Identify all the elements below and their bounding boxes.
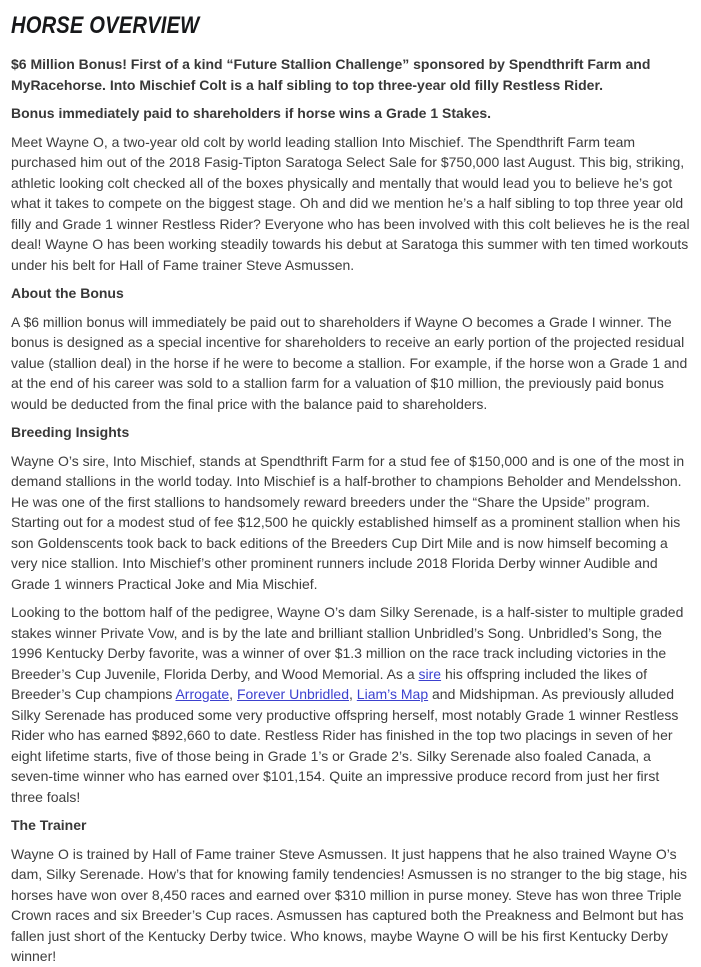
text-run: Meet Wayne O, a two-year old colt by world leading stallion Into Mischief. The Spendthrift Farm team purchased him out of the 2018 Fasig-Tipton Saratoga Select Sale for $750,000 last August. This big, striking, athletic looking colt checked all of the boxes physically and mentally that would lead you to believe he’s got what it takes to compete on the biggest stage. Oh and did we mention he’s a half sibling to top three year old filly and Grade 1 winner Restless Rider? Everyone who has been involved with this colt believes he is the real deal! Wayne O has been working steadily towards his debut at Saratoga this summer with ten timed workouts under his belt for Hall of Fame trainer Steve Asmussen. [11,133,690,273]
page-title: HORSE OVERVIEW [11,12,200,39]
section-heading: About the Bonus [11,285,124,301]
text-run: Wayne O is trained by Hall of Fame trainer Steve Asmussen. It just happens that he also trained Wayne O’s dam, Silky Serenade. How’s that for knowing family tendencies! Asmussen is no stranger to the big stage, his horses have won over 8,450 races and earned over $310 million in purse money. Steve has won three Triple Crown races and six Breeder’s Cup races. Asmussen has captured both the Preakness and Belmont but has fallen just short of the Kentucky Derby twice. Who knows, maybe Wayne O will be his first Kentucky Derby winner! [11,845,687,964]
sire-link[interactable]: sire [418,665,442,682]
section-heading: The Trainer [11,817,87,833]
paragraph [11,844,690,967]
liams-map-link[interactable]: Liam’s Map [356,686,429,702]
paragraph [11,451,690,595]
article-body [11,54,690,967]
text-run: and Midshipman. As previously alluded Silky Serenade has produced some very productive offspring herself, most notably Grade 1 winner Restless Rider who has earned $892,660 to date. Restless Rider has finished in the top two placings in seven of her eight lifetime starts, five of those being in Grade 1’s or Grade 2’s. Silky Serenade also foaled Canada, a seven-time winner who has earned over $101,154. Quite an impressive produce record from just her first three foals! [11,686,679,805]
arrogate-link[interactable]: Arrogate [175,686,230,702]
text-run: Bonus immediately paid to shareholders if horse wins a Grade 1 Stakes. [11,105,492,121]
text-run: Looking to the bottom half of the pedigree, Wayne O’s dam Silky Serenade, is a half-sister to multiple graded stakes winner Private Vow, and is by the late and brilliant stallion Unbridled’s Song. Unbridled’s Song, the 1996 Kentucky Derby favorite, was a winner of over $1.3 million on the race track including victories in the Breeder’s Cup Juvenile, Florida Derby, and Wood Memorial. As a [11,604,684,682]
forever-unbridled-link[interactable]: Forever Unbridled [236,686,350,702]
text-run: A $6 million bonus will immediately be paid out to shareholders if Wayne O becomes a Grade I winner. The bonus is designed as a special incentive for shareholders to receive an early portion of the projected residual value (stallion deal) in the horse if he were to become a stallion. For example, if the horse won a Grade 1 and at the end of his career was sold to a stallion farm for a valuation of $10 million, the previously paid bonus would be deducted from the final price with the balance paid to shareholders. [11,313,688,412]
text-run: , [349,686,357,702]
text-run: , [229,686,237,702]
text-run: Wayne O’s sire, Into Mischief, stands at Spendthrift Farm for a stud fee of $150,000 and is one of the most in demand stallions in the world today. Into Mischief is a half-brother to champions Beholder and Mendelsshon. He was one of the first stallions to handsomely reward breeders under the “Share the Upside” program. Starting out for a modest stud of fee $12,500 he quickly established himself as a prominent stallion when his son Goldenscents took back to back editions of the Breeders Cup Dirt Mile and is now himself becoming a very nice stallion. Into Mischief’s other prominent runners include 2018 Florida Derby winner Audible and Grade 1 winners Practical Joke and Mia Mischief. [11,452,685,592]
paragraph [11,312,690,415]
section-heading: Breeding Insights [11,424,130,440]
text-run: his offspring included the likes of Breeder’s Cup champions [11,665,648,702]
lead-paragraph [11,54,690,95]
text-run: $6 Million Bonus! First of a kind “Future Stallion Challenge” sponsored by Spendthrift Farm and MyRacehorse. Into Mischief Colt is a half sibling to top three-year old filly Restless Rider. [11,56,651,93]
lead-paragraph [11,103,690,124]
paragraph [11,602,690,807]
paragraph [11,132,690,276]
